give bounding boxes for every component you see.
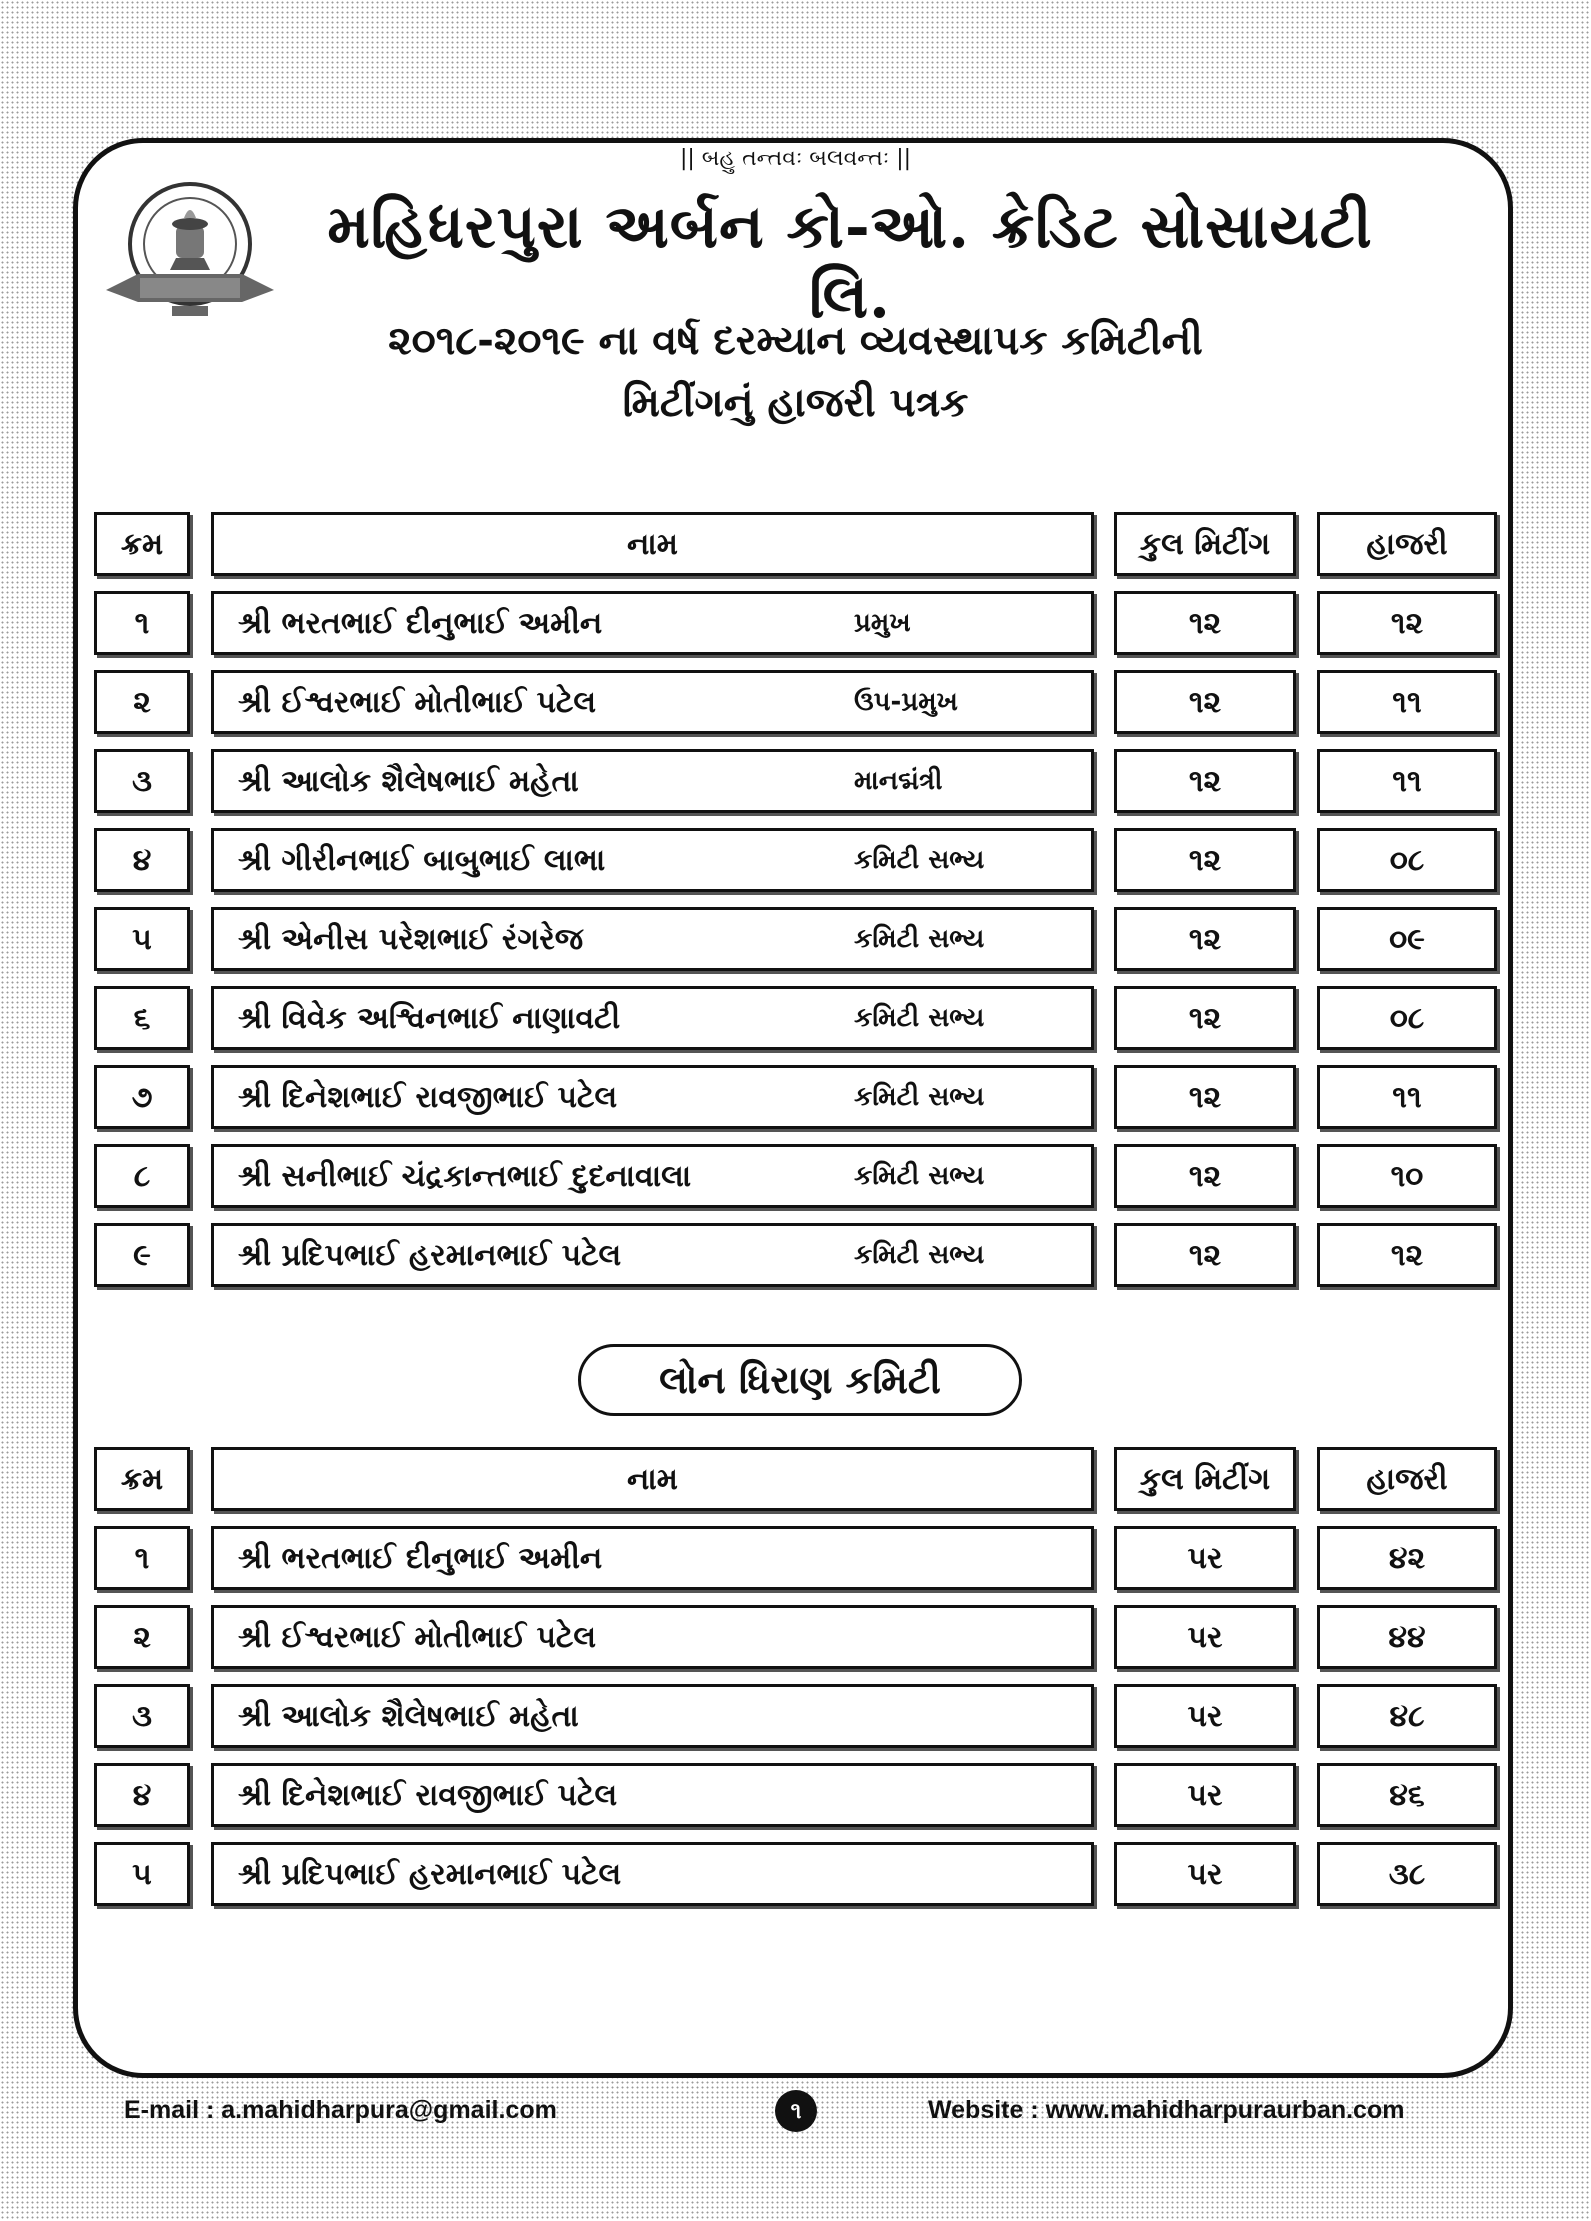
member-name: શ્રી પ્રદિપભાઈ હરમાનભાઈ પટેલ <box>238 1237 622 1273</box>
table1-row-name-cell <box>211 670 1094 734</box>
table2-row-total: પર <box>1114 1684 1296 1748</box>
table1-header-sr: ક્રમ <box>94 512 190 576</box>
table1-row-attendance: ૧૨ <box>1317 1223 1497 1287</box>
table1-row-sr: ૧ <box>94 591 190 655</box>
table2-row-sr: ૩ <box>94 1684 190 1748</box>
motto: || બહુ તન્તવઃ બલવન્તઃ || <box>679 146 912 171</box>
member-name: શ્રી વિવેક અશ્વિનભાઈ નાણાવટી <box>238 1000 621 1036</box>
table2-row-attendance: ૩૮ <box>1317 1842 1497 1906</box>
table1-row-name-cell <box>211 591 1094 655</box>
table1-row-sr: ૬ <box>94 986 190 1050</box>
loan-committee-title: લોન ધિરાણ કમિટી <box>578 1344 1022 1416</box>
table2-row-total: પર <box>1114 1526 1296 1590</box>
page-number: ૧ <box>775 2090 817 2132</box>
table2-row-attendance: ૪૨ <box>1317 1526 1497 1590</box>
table1-row-attendance: ૧૧ <box>1317 1065 1497 1129</box>
member-designation: પ્રમુખ <box>854 607 911 638</box>
table1-row-sr: ૭ <box>94 1065 190 1129</box>
member-designation: કમિટી સભ્ય <box>854 1081 985 1112</box>
table1-row-sr: ૮ <box>94 1144 190 1208</box>
table1-row-total: ૧૨ <box>1114 907 1296 971</box>
table2-row-sr: ૧ <box>94 1526 190 1590</box>
table1-header-total: કુલ મિટીંગ <box>1114 512 1296 576</box>
table1-row-attendance: ૧૧ <box>1317 670 1497 734</box>
table1-header-attendance: હાજરી <box>1317 512 1497 576</box>
table2-header-total: કુલ મિટીંગ <box>1114 1447 1296 1511</box>
table1-row-attendance: ૦૮ <box>1317 986 1497 1050</box>
member-name: શ્રી આલોક શૈલેષભાઈ મહેતા <box>238 763 579 799</box>
member-designation: કમિટી સભ્ય <box>854 844 985 875</box>
member-name: શ્રી ઈશ્વરભાઈ મોતીભાઈ પટેલ <box>238 684 597 720</box>
member-designation: કમિટી સભ્ય <box>854 923 985 954</box>
table1-row-total: ૧૨ <box>1114 670 1296 734</box>
table1-row-sr: ૪ <box>94 828 190 892</box>
footer-email[interactable]: E-mail : a.mahidharpura@gmail.com <box>124 2096 557 2124</box>
society-seal-icon <box>100 178 280 328</box>
table2-row-sr: ૫ <box>94 1842 190 1906</box>
table1-row-total: ૧૨ <box>1114 1223 1296 1287</box>
member-name: શ્રી સનીભાઈ ચંદ્રકાન્તભાઈ દુદનાવાલા <box>238 1158 692 1194</box>
table1-row-sr: ૫ <box>94 907 190 971</box>
table1-row-sr: ૨ <box>94 670 190 734</box>
member-name: શ્રી ભરતભાઈ દીનુભાઈ અમીન <box>238 605 603 641</box>
table2-header-attendance: હાજરી <box>1317 1447 1497 1511</box>
table1-row-name-cell <box>211 828 1094 892</box>
table1-row-attendance: ૧૧ <box>1317 749 1497 813</box>
table2-header-name: નામ <box>211 1447 1094 1511</box>
table2-row-sr: ૪ <box>94 1763 190 1827</box>
table2-row-sr: ૨ <box>94 1605 190 1669</box>
table1-row-total: ૧૨ <box>1114 986 1296 1050</box>
table1-row-attendance: ૦૯ <box>1317 907 1497 971</box>
table2-row-name: શ્રી દિનેશભાઈ રાવજીભાઈ પટેલ <box>211 1763 1094 1827</box>
footer-website[interactable]: Website : www.mahidharpuraurban.com <box>928 2096 1405 2124</box>
table1-row-name-cell <box>211 907 1094 971</box>
table2-row-name: શ્રી પ્રદિપભાઈ હરમાનભાઈ પટેલ <box>211 1842 1094 1906</box>
member-designation: કમિટી સભ્ય <box>854 1239 985 1270</box>
table2-row-name: શ્રી આલોક શૈલેષભાઈ મહેતા <box>211 1684 1094 1748</box>
table2-row-total: પર <box>1114 1842 1296 1906</box>
table2-row-attendance: ૪૬ <box>1317 1763 1497 1827</box>
table2-row-total: પર <box>1114 1605 1296 1669</box>
member-name: શ્રી એનીસ પરેશભાઈ રંગરેજ <box>238 921 584 957</box>
table1-row-total: ૧૨ <box>1114 1065 1296 1129</box>
document-title-line-1: ૨૦૧૮-૨૦૧૯ ના વર્ષ દરમ્યાન વ્યવસ્થાપક કમિટીની <box>388 318 1203 364</box>
table1-row-sr: ૯ <box>94 1223 190 1287</box>
table1-row-name-cell <box>211 1065 1094 1129</box>
member-name: શ્રી ગીરીનભાઈ બાબુભાઈ લાભા <box>238 842 606 878</box>
table2-row-name: શ્રી ઈશ્વરભાઈ મોતીભાઈ પટેલ <box>211 1605 1094 1669</box>
table1-row-name-cell <box>211 986 1094 1050</box>
table1-row-attendance: ૧૨ <box>1317 591 1497 655</box>
table1-row-attendance: ૦૮ <box>1317 828 1497 892</box>
table1-header-name: નામ <box>211 512 1094 576</box>
table1-row-attendance: ૧૦ <box>1317 1144 1497 1208</box>
table2-row-total: પર <box>1114 1763 1296 1827</box>
table1-row-name-cell <box>211 749 1094 813</box>
member-name: શ્રી દિનેશભાઈ રાવજીભાઈ પટેલ <box>238 1079 618 1115</box>
table2-row-attendance: ૪૮ <box>1317 1684 1497 1748</box>
table1-row-name-cell <box>211 1223 1094 1287</box>
document-title-line-2: મિટીંગનું હાજરી પત્રક <box>622 380 969 426</box>
organization-name: મહિધરપુરા અર્બન કો-ઓ. ક્રેડિટ સોસાયટી લિ. <box>327 192 1373 332</box>
table2-row-attendance: ૪૪ <box>1317 1605 1497 1669</box>
member-designation: કમિટી સભ્ય <box>854 1160 985 1191</box>
table1-row-total: ૧૨ <box>1114 591 1296 655</box>
member-designation: માનદ્મંત્રી <box>854 765 943 796</box>
member-designation: ઉપ-પ્રમુખ <box>854 686 958 717</box>
table2-row-name: શ્રી ભરતભાઈ દીનુભાઈ અમીન <box>211 1526 1094 1590</box>
table1-row-total: ૧૨ <box>1114 828 1296 892</box>
table2-header-sr: ક્રમ <box>94 1447 190 1511</box>
table1-row-total: ૧૨ <box>1114 1144 1296 1208</box>
table1-row-sr: ૩ <box>94 749 190 813</box>
table1-row-name-cell <box>211 1144 1094 1208</box>
table1-row-total: ૧૨ <box>1114 749 1296 813</box>
member-designation: કમિટી સભ્ય <box>854 1002 985 1033</box>
